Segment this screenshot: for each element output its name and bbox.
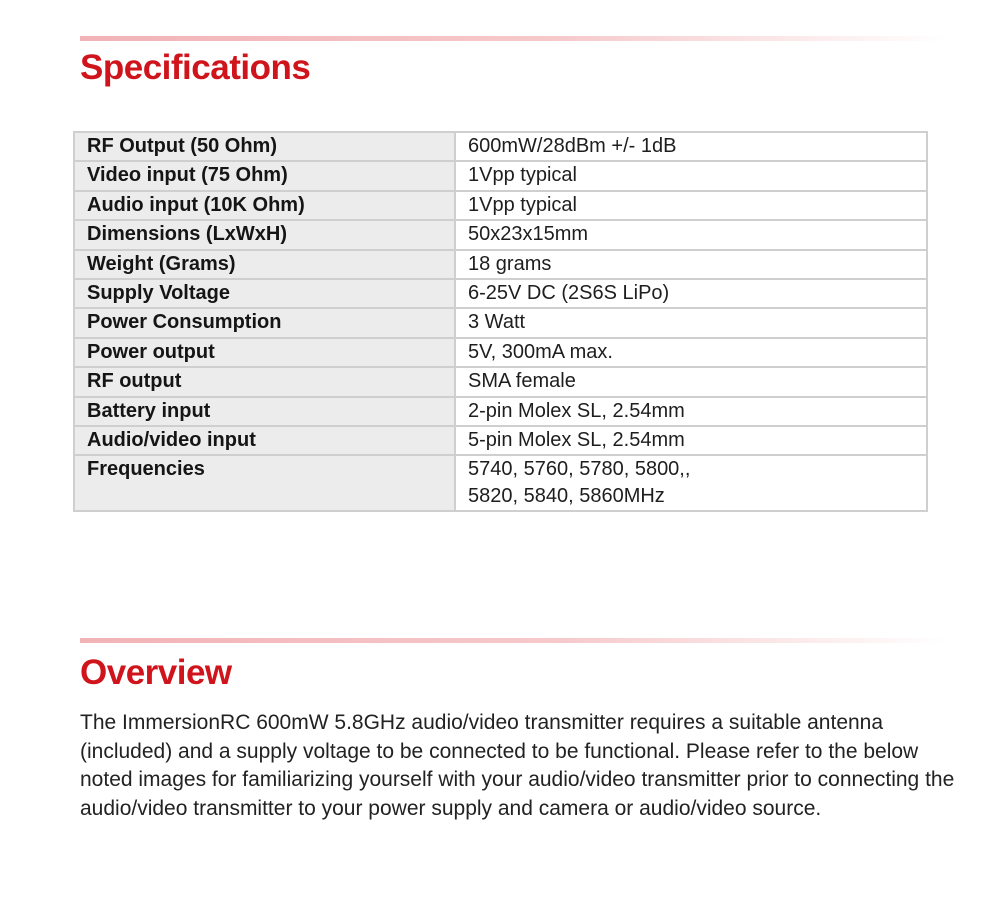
spec-value-line: 2-pin Molex SL, 2.54mm xyxy=(468,399,685,422)
spec-row xyxy=(74,132,927,161)
specifications-table-body xyxy=(74,132,927,511)
spec-label: Video input (75 Ohm) xyxy=(74,161,455,190)
spec-value-line: 18 grams xyxy=(468,252,552,275)
spec-label: Battery input xyxy=(74,397,455,426)
spec-row xyxy=(74,279,927,308)
spec-value-line: 5740, 5760, 5780, 5800,, xyxy=(468,458,691,481)
spec-value xyxy=(455,367,927,396)
spec-label: Supply Voltage xyxy=(74,279,455,308)
spec-label: RF Output (50 Ohm) xyxy=(74,132,455,161)
spec-value-line: 5820, 5840, 5860MHz xyxy=(468,485,665,508)
spec-value xyxy=(455,338,927,367)
spec-row xyxy=(74,367,927,396)
spec-row xyxy=(74,250,927,279)
overview-divider xyxy=(80,638,950,643)
spec-value-line: 600mW/28dBm +/- 1dB xyxy=(468,135,677,157)
spec-value-line: 5-pin Molex SL, 2.54mm xyxy=(468,428,685,451)
specifications-heading: Specifications xyxy=(80,48,311,87)
spec-label: Frequencies xyxy=(74,455,455,511)
spec-row xyxy=(74,426,927,455)
spec-row xyxy=(74,455,927,511)
spec-row xyxy=(74,191,927,220)
overview-heading: Overview xyxy=(80,653,232,692)
spec-value xyxy=(455,455,927,511)
spec-value xyxy=(455,279,927,308)
spec-row xyxy=(74,220,927,249)
spec-label: Dimensions (LxWxH) xyxy=(74,220,455,249)
spec-label: Weight (Grams) xyxy=(74,250,455,279)
spec-label: Power output xyxy=(74,338,455,367)
spec-value xyxy=(455,250,927,279)
spec-value xyxy=(455,132,927,161)
spec-value xyxy=(455,397,927,426)
spec-row xyxy=(74,161,927,190)
spec-value-line: 1Vpp typical xyxy=(468,164,577,187)
specifications-divider xyxy=(80,36,950,41)
spec-value-line: 3 Watt xyxy=(468,311,526,334)
spec-label: RF output xyxy=(74,367,455,396)
spec-row xyxy=(74,338,927,367)
spec-value-line: 5V, 300mA max. xyxy=(468,340,613,363)
spec-row xyxy=(74,308,927,337)
spec-value xyxy=(455,220,927,249)
spec-value xyxy=(455,161,927,190)
spec-value-line: 50x23x15mm xyxy=(468,223,589,246)
spec-value-line: 1Vpp typical xyxy=(468,193,577,216)
spec-value xyxy=(455,191,927,220)
spec-value-line: 6-25V DC (2S6S LiPo) xyxy=(468,281,670,304)
specifications-table xyxy=(73,131,928,512)
spec-row xyxy=(74,397,927,426)
spec-label: Power Consumption xyxy=(74,308,455,337)
spec-label: Audio input (10K Ohm) xyxy=(74,191,455,220)
spec-value xyxy=(455,308,927,337)
spec-value-line: SMA female xyxy=(468,370,576,393)
overview-paragraph: The ImmersionRC 600mW 5.8GHz audio/video transmitter requires a suitable antenna (included) and a supply voltage to be connected to be functional. Please refer to the below noted images for familiarizing yourself with your audio/video transmitter prior to connecting the audio/video transmitter to your power supply and camera or audio/video source. xyxy=(80,711,955,820)
spec-value xyxy=(455,426,927,455)
spec-label: Audio/video input xyxy=(74,426,455,455)
